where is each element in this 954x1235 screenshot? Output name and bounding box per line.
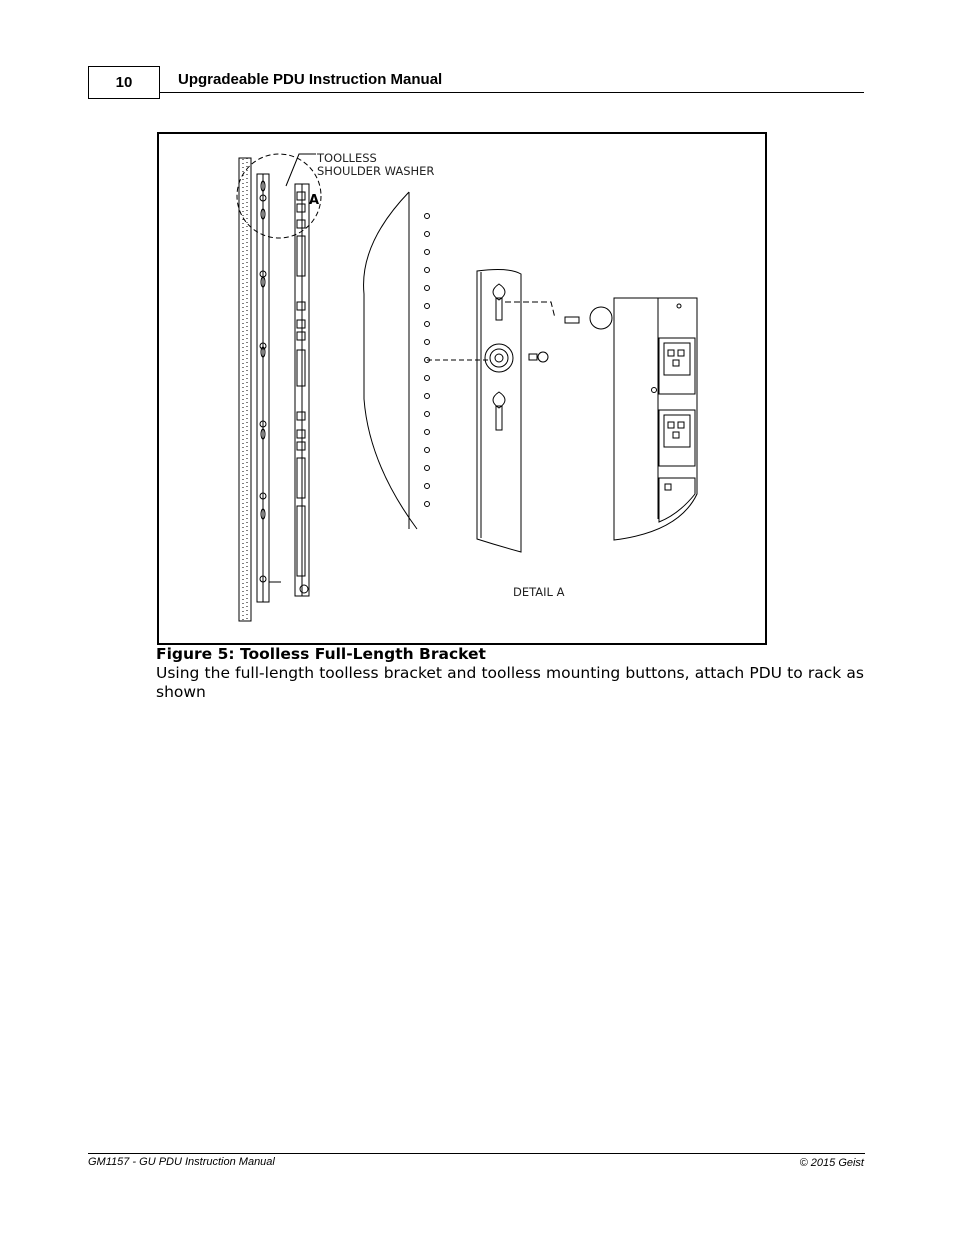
header-title: Upgradeable PDU Instruction Manual bbox=[178, 71, 443, 88]
callout-label-line2: SHOULDER WASHER bbox=[317, 164, 435, 178]
figure-caption: Figure 5: Toolless Full-Length Bracket bbox=[156, 645, 486, 663]
figure-description: Using the full-length toolless bracket and toolless mounting buttons, attach PDU to rack as shown bbox=[156, 664, 864, 701]
footer-copyright: © 2015 Geist bbox=[799, 1157, 864, 1169]
footer-divider bbox=[88, 1153, 865, 1154]
page-number: 10 bbox=[88, 66, 160, 99]
detail-label: DETAIL A bbox=[513, 585, 565, 599]
rack-rail bbox=[239, 158, 251, 621]
footer-document-id: GM1157 - GU PDU Instruction Manual bbox=[88, 1156, 275, 1168]
bracket-detail-plate bbox=[477, 270, 521, 552]
bracket-illustration bbox=[159, 134, 765, 643]
header-divider bbox=[160, 92, 864, 93]
pdu-detail-body bbox=[614, 298, 697, 540]
detail-marker: A bbox=[309, 193, 320, 208]
callout-label-line1: TOOLLESS bbox=[317, 151, 377, 165]
figure-diagram bbox=[157, 132, 767, 645]
